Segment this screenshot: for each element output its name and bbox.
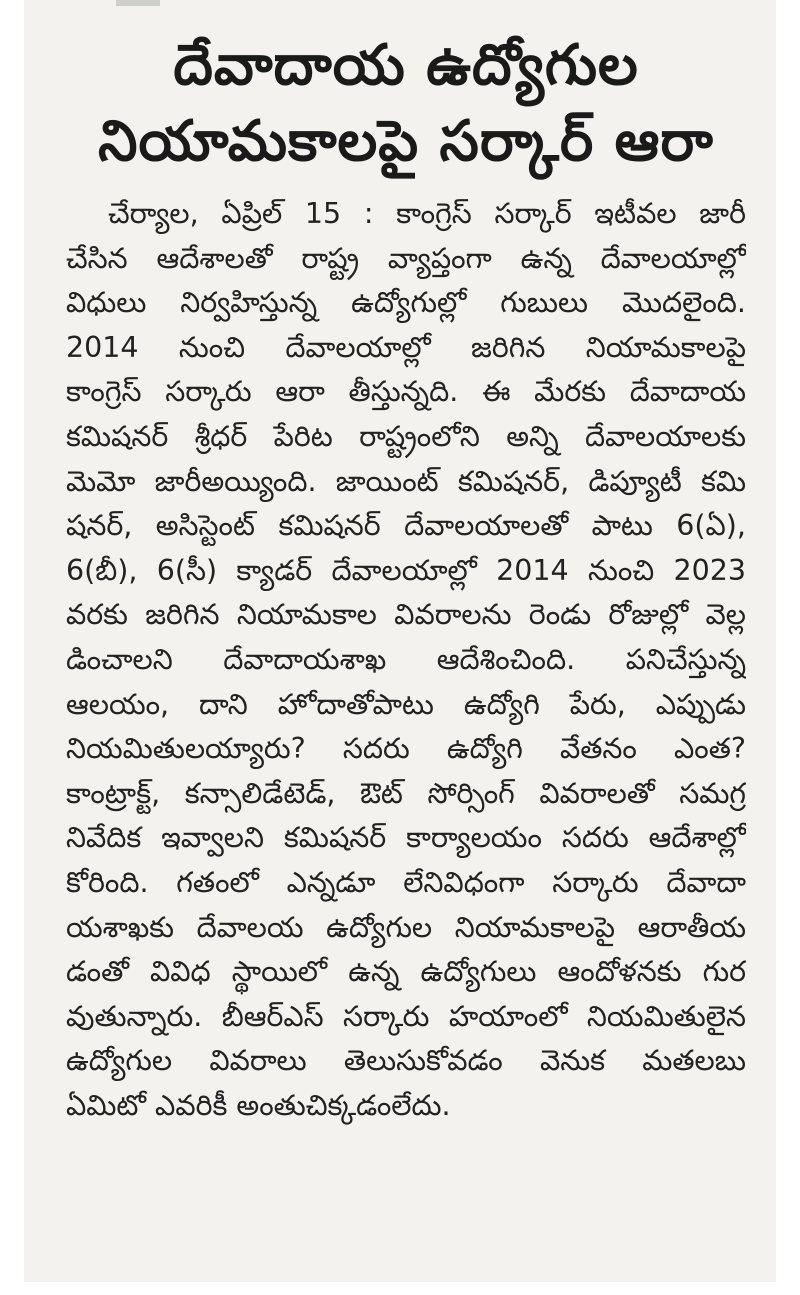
body-line: కాంట్రాక్ట్, కన్సాలిడేటెడ్, ఔట్ సోర్సింగ్ వివరాలతో సమగ్ర xyxy=(66,776,746,810)
body-line: డించాలని దేవాదాయశాఖ ఆదేశించింది. పనిచేస్తున్న xyxy=(66,642,746,676)
body-line: కోరింది. గతంలో ఎన్నడూ లేనివిధంగా సర్కారు దేవాదా xyxy=(66,865,746,899)
body-line: విధులు నిర్వహిస్తున్న ఉద్యోగుల్లో గుబులు మొదలైంది. xyxy=(66,286,746,320)
body-line: మెమో జారీఅయ్యింది. జాయింట్ కమిషనర్, డిప్యూటీ కమి xyxy=(66,464,746,498)
body-line: వరకు జరిగిన నియామకాల వివరాలను రెండు రోజుల్లో వెల్ల xyxy=(66,598,746,632)
headline-line-2: నియామకాలపై సర్కార్ ఆరా xyxy=(98,109,714,174)
article-body xyxy=(66,192,746,1128)
body-line: కమిషనర్ శ్రీధర్ పేరిట రాష్ట్రంలోని అన్ని దేవాలయాలకు xyxy=(66,419,746,453)
body-line: చేసిన ఆదేశాలతో రాష్ట్ర వ్యాప్తంగా ఉన్న దేవాలయాల్లో xyxy=(66,241,746,275)
body-line: డంతో వివిధ స్థాయిలో ఉన్న ఉద్యోగులు ఆందోళనకు గుర xyxy=(66,955,746,989)
body-line: 2014 నుంచి దేవాలయాల్లో జరిగిన నియామకాలపై xyxy=(66,330,746,364)
article-headline xyxy=(66,22,746,180)
body-line: నియమితులయ్యారు? సదరు ఉద్యోగి వేతనం ఎంత? xyxy=(66,732,746,766)
body-line: 6(బీ), 6(సీ) క్యాడర్ దేవాలయాల్లో 2014 నుంచి 2023 xyxy=(66,553,746,587)
body-line: ఏమిటో ఎవరికీ అంతుచిక్కడంలేదు. xyxy=(66,1088,451,1122)
body-line: ఉద్యోగుల వివరాలు తెలుసుకోవడం వెనుక మతలబు xyxy=(66,1044,746,1078)
body-line: చేర్యాల, ఏప్రిల్ 15 : కాంగ్రెస్ సర్కార్ ఇటీవల జారీ xyxy=(108,197,746,230)
body-line: షనర్, అసిస్టెంట్ కమిషనర్ దేవాలయాలతో పాటు 6(ఏ), xyxy=(66,509,746,543)
body-line: యశాఖకు దేవాలయ ఉద్యోగుల నియామకాలపై ఆరాతీయ xyxy=(66,910,746,944)
previous-article-remnant xyxy=(116,0,160,6)
clipping-top-edge xyxy=(24,0,776,8)
body-line: వుతున్నారు. బీఆర్ఎస్ సర్కారు హయాంలో నియమితులైన xyxy=(66,999,746,1033)
body-line: నివేదిక ఇవ్వాలని కమిషనర్ కార్యాలయం సదరు ఆదేశాల్లో xyxy=(66,821,746,855)
body-line: ఆలయం, దాని హోదాతోపాటు ఉద్యోగి పేరు, ఎప్పుడు xyxy=(66,687,746,721)
headline-line-1: దేవాదాయ ఉద్యోగుల xyxy=(173,33,639,98)
newspaper-clipping xyxy=(24,0,776,1282)
body-line: కాంగ్రెస్ సర్కారు ఆరా తీస్తున్నది. ఈ మేరకు దేవాదాయ xyxy=(66,375,746,409)
